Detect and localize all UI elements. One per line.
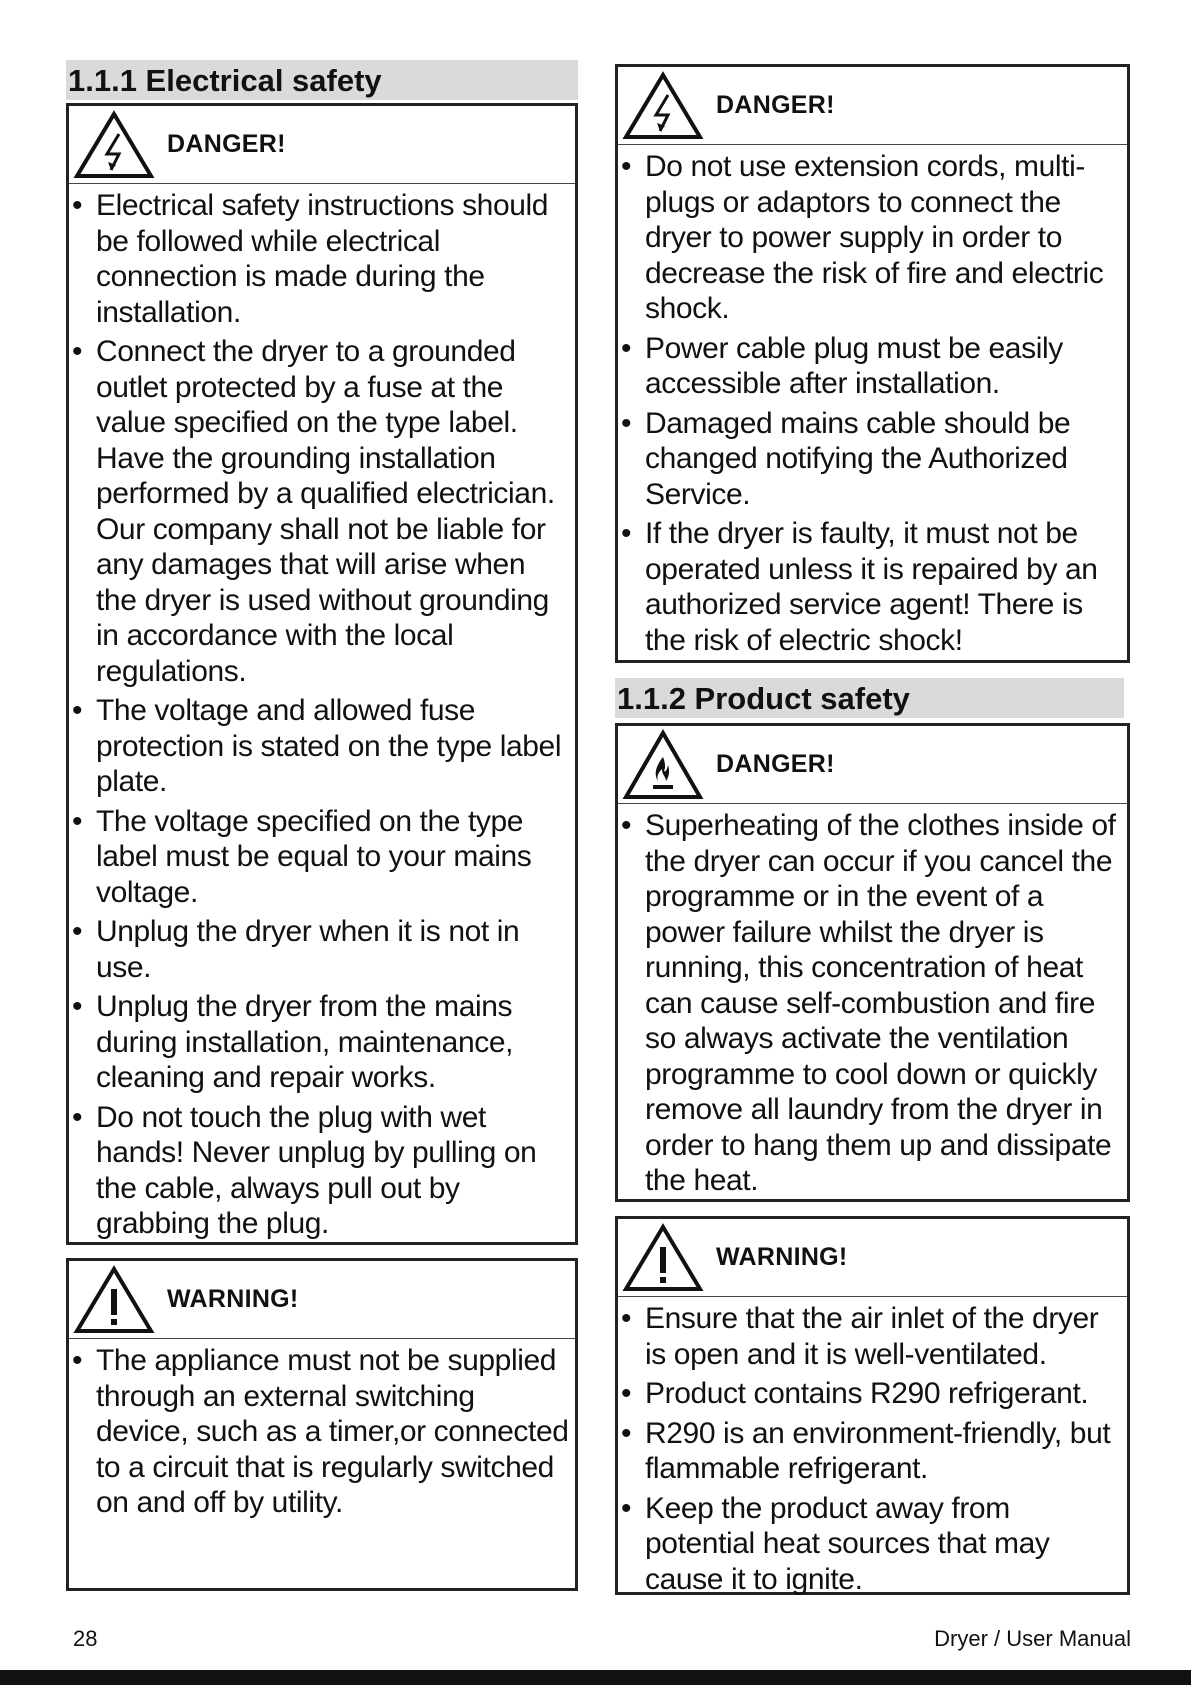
danger-label: DANGER!	[716, 750, 835, 778]
section-heading-electrical-safety: 1.1.1 Electrical safety	[66, 60, 578, 100]
danger-box-electric-supply	[615, 64, 1130, 663]
warning-box-product	[615, 1216, 1130, 1595]
exclamation-warning-icon	[69, 1263, 159, 1337]
danger-box-fire	[615, 723, 1130, 1202]
list-item: • If the dryer is faulty, it must not be operated unless it is repaired by an authorized service agent! There is the risk of electric shock!	[618, 516, 1121, 658]
warning-label: WARNING!	[167, 1285, 299, 1313]
warning-box-electrical	[66, 1258, 578, 1591]
warning-header	[69, 1261, 575, 1339]
exclamation-warning-icon	[618, 1221, 708, 1295]
list-item: • The appliance must not be supplied through an external switching device, such as a timer,or connected to a circuit that is regularly switched on and off by utility.	[69, 1343, 569, 1521]
list-item: • R290 is an environment-friendly, but flammable refrigerant.	[618, 1416, 1121, 1487]
list-item: • Ensure that the air inlet of the dryer is open and it is well-ventilated.	[618, 1301, 1121, 1372]
page-number: 28	[73, 1626, 98, 1651]
list-item: • Do not touch the plug with wet hands! Never unplug by pulling on the cable, always pull out by grabbing the plug.	[69, 1100, 569, 1242]
danger-box-electrical	[66, 103, 578, 1245]
fire-hazard-icon	[618, 728, 708, 802]
list-item: • Product contains R290 refrigerant.	[618, 1376, 1121, 1412]
warning-list	[69, 1339, 575, 1521]
electric-hazard-icon	[618, 69, 708, 143]
warning-list	[618, 1297, 1127, 1597]
list-item: • Electrical safety instructions should be followed while electrical connection is made during the installation.	[69, 188, 569, 330]
list-item: • The voltage specified on the type label must be equal to your mains voltage.	[69, 804, 569, 911]
list-item: • Connect the dryer to a grounded outlet protected by a fuse at the value specified on the type label. Have the grounding installation performed by a qualified electrician. Our company shall not be liable for any damages that will arise when the dryer is used without grounding in accordance with the local regulations.	[69, 334, 569, 689]
list-item: • Superheating of the clothes inside of the dryer can occur if you cancel the programme or in the event of a power failure whilst the dryer is running, this concentration of heat can cause self-combustion and fire so always activate the ventilation programme to cool down or quickly remove all laundry from the dryer in order to hang them up and dissipate the heat.	[618, 808, 1121, 1199]
danger-list	[69, 184, 575, 1242]
danger-label: DANGER!	[716, 91, 835, 119]
list-item: • Unplug the dryer from the mains during installation, maintenance, cleaning and repair works.	[69, 989, 569, 1096]
warning-label: WARNING!	[716, 1243, 848, 1271]
bottom-divider	[0, 1670, 1191, 1685]
warning-header	[618, 1219, 1127, 1297]
left-column	[66, 60, 578, 1519]
danger-list	[618, 804, 1127, 1199]
danger-header	[618, 67, 1127, 145]
document-title: Dryer / User Manual	[934, 1626, 1131, 1651]
danger-header	[618, 726, 1127, 804]
list-item: • Keep the product away from potential heat sources that may cause it to ignite.	[618, 1491, 1121, 1598]
list-item: • Damaged mains cable should be changed notifying the Authorized Service.	[618, 406, 1121, 513]
danger-list	[618, 145, 1127, 658]
list-item: • Unplug the dryer when it is not in use.	[69, 914, 569, 985]
danger-header	[69, 106, 575, 184]
section-heading-product-safety: 1.1.2 Product safety	[615, 678, 1124, 718]
list-item: • Do not use extension cords, multi-plugs or adaptors to connect the dryer to power supply in order to decrease the risk of fire and electric shock.	[618, 149, 1121, 327]
danger-label: DANGER!	[167, 130, 286, 158]
electric-hazard-icon	[69, 108, 159, 182]
list-item: • Power cable plug must be easily accessible after installation.	[618, 331, 1121, 402]
list-item: • The voltage and allowed fuse protection is stated on the type label plate.	[69, 693, 569, 800]
